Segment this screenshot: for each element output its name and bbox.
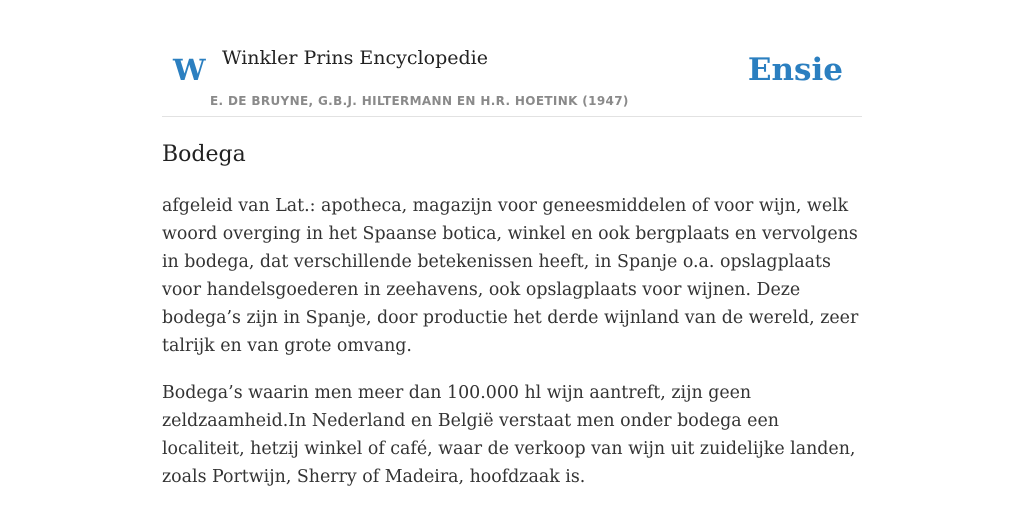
publication-logo-icon[interactable]: W: [173, 53, 206, 87]
article-title: Bodega: [162, 142, 246, 167]
header: [162, 0, 862, 117]
publication-title[interactable]: Winkler Prins Encyclopedie: [222, 47, 488, 69]
ensie-brand-logo[interactable]: Ensie: [747, 52, 843, 88]
article-paragraph: Bodega’s waarin men meer dan 100.000 hl wijn aantreft, zijn geen zeldzaamheid.In Nederland en België verstaat men onder bodega een localiteit, hetzij winkel of café, waar de verkoop van wijn uit zuidelijke landen, zoals Portwijn, Sherry of Madeira, hoofdzaak is.: [162, 383, 856, 487]
article-paragraph: afgeleid van Lat.: apotheca, magazijn voor geneesmiddelen of voor wijn, welk woord overging in het Spaanse botica, winkel en ook bergplaats en vervolgens in bodega, dat verschillende betekenissen heeft, in Spanje o.a. opslagplaats voor handelsgoederen in zeehavens, ook opslagplaats voor wijnen. Deze bodega’s zijn in Spanje, door productie het derde wijnland van de wereld, zeer talrijk en van grote omvang.: [162, 196, 859, 356]
article-body: [162, 192, 864, 510]
publication-authors: E. DE BRUYNE, G.B.J. HILTERMANN EN H.R. HOETINK (1947): [210, 94, 629, 108]
